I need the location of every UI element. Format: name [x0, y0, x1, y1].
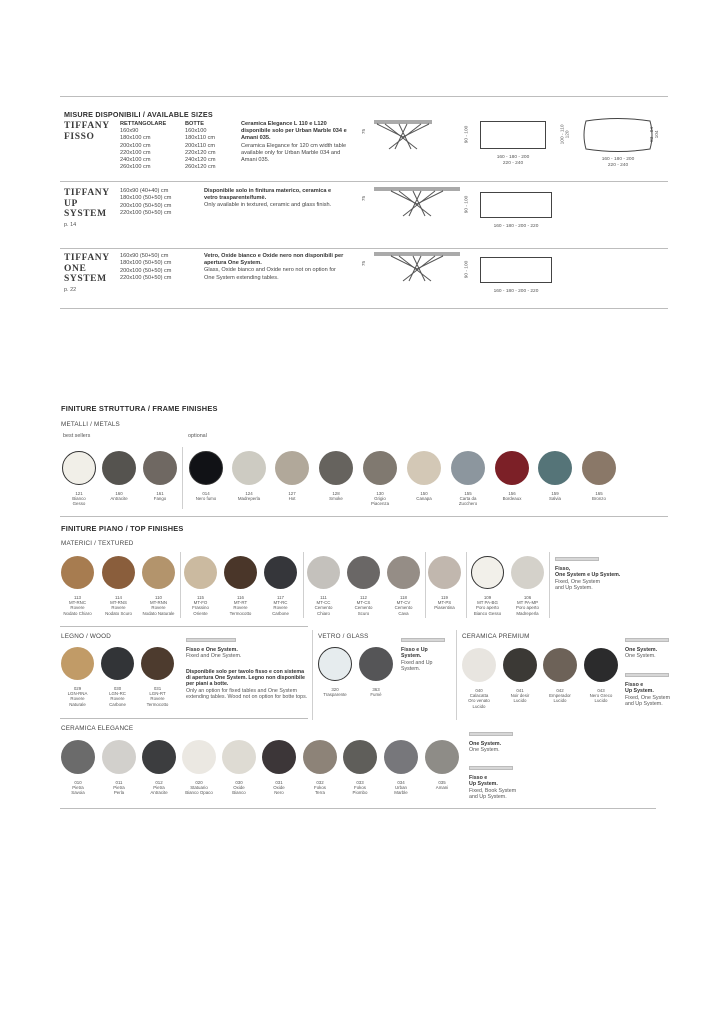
finish-code: 128 [332, 491, 340, 496]
finish-swatch [319, 451, 353, 485]
finish-swatch-label [136, 595, 182, 616]
finish-swatch-label [489, 491, 535, 501]
finish-code: 030 [113, 686, 122, 691]
finish-swatch [343, 740, 377, 774]
premium-legend-2-bold: Fisso e Up System. [625, 682, 654, 695]
finish-code: 159 [551, 491, 559, 496]
finish-name: Statuario Bianco Opaco [185, 785, 213, 796]
model-name-line: FISSO [64, 131, 95, 142]
finish-code: 320 [331, 687, 339, 692]
finish-code: 030 [235, 780, 243, 785]
finish-name: Calacatta Oro venato Lucido [468, 693, 490, 709]
page-reference: p. 22 [64, 286, 77, 293]
finish-name: Fokos Piombo [352, 785, 368, 796]
finish-name: MT-RT Rovere Termocotto [229, 600, 252, 616]
finish-code: 041 [516, 688, 524, 693]
elegance-legend-bar-2 [469, 766, 513, 770]
finish-swatch-label [96, 491, 142, 501]
finish-swatch-label [55, 595, 101, 616]
finish-name: MT-RNC Rovere Nodato Chiaro [63, 600, 92, 616]
finish-code: 110 [155, 595, 162, 600]
finish-name: MT PA-MP Poro aperto Madreperla [516, 600, 539, 616]
size-item: 260x120 cm [185, 164, 216, 171]
finish-swatch [143, 451, 177, 485]
finish-swatch [61, 556, 94, 589]
model-name-line: TIFFANY [64, 253, 110, 263]
premium-legend-2 [625, 682, 685, 707]
finish-swatch [275, 451, 309, 485]
finish-swatch-label [313, 491, 359, 501]
wood-rule-top [60, 626, 308, 627]
finish-swatch [102, 740, 136, 774]
rect-length-label: 160 - 180 - 200 220 - 240 [496, 155, 530, 166]
rect-depth-label: 90 - 100 [464, 195, 470, 214]
wood-note [186, 669, 308, 700]
glass-legend-text: Fixed and Up System. [401, 659, 433, 672]
finish-swatch-label [269, 491, 315, 501]
finish-name: Bronzo [592, 496, 606, 502]
finish-swatch [142, 556, 175, 589]
finish-swatch-label [537, 688, 583, 704]
finish-name: Salvia [549, 496, 561, 502]
premium-legend-bar-2 [625, 673, 669, 677]
size-item: 200x110 cm [185, 142, 216, 149]
size-note-bold: Disponibile solo in finitura materico, ceramica e vetro trasparente/fumè. [204, 188, 332, 202]
finish-name: MT-CS Cemento Scuro [354, 600, 373, 616]
size-item: 220x100 cm [120, 149, 151, 156]
bottom-rule [60, 808, 656, 809]
finish-code: 035 [438, 780, 446, 785]
finish-name: MT-FO Frassino Oriente [192, 600, 209, 616]
model-name-line: ONE [64, 263, 87, 274]
finish-swatch [303, 740, 337, 774]
finish-code: 156 [508, 491, 516, 496]
size-note-bold: Vetro, Oxide bianco e Oxide nero non disponibili per apertura One System. [204, 253, 344, 267]
top-rule [60, 96, 668, 97]
wood-rule-bottom [60, 718, 308, 719]
finish-swatch-label [456, 688, 502, 709]
finish-name: Nero fumo [195, 496, 217, 502]
finish-swatch [582, 451, 616, 485]
size-note [204, 253, 344, 282]
finish-name: Pietra Antracite [150, 785, 168, 796]
finish-swatch-label [419, 780, 465, 790]
finish-name: MT-RC Rovere Carbone [272, 600, 289, 616]
table-elevation-drawing [372, 186, 462, 226]
finish-name: Fumè [370, 692, 382, 698]
finish-swatch [318, 647, 352, 681]
finish-code: 042 [556, 688, 564, 693]
premium-subtitle: CERAMICA PREMIUM [462, 633, 530, 640]
finish-code: 115 [197, 595, 204, 600]
finish-name: Carta da Zucchero [458, 496, 478, 507]
size-item: 180x100 (50+50) cm [120, 260, 172, 267]
rect-depth-label: 90 - 100 [464, 260, 470, 279]
size-item: 160x90 (40+40) cm [120, 188, 169, 194]
finish-swatch [363, 451, 397, 485]
wood-legend-bold: Fisso e One System. [186, 647, 238, 653]
finish-name: Fokos Terra [314, 785, 326, 796]
model-name-line: SYSTEM [64, 274, 107, 284]
finish-name: Nero Greco Lucido [589, 693, 613, 704]
best-sellers-label: best sellers [63, 433, 91, 439]
finish-name: Canapa [416, 496, 432, 502]
finish-swatch-label [337, 780, 383, 796]
finish-name: Trasparente [323, 692, 347, 698]
elegance-legend-1-text: One System. [469, 747, 500, 754]
finish-swatch [189, 451, 223, 485]
size-note [204, 188, 344, 210]
size-list [120, 253, 171, 282]
glass-legend-bold: Fisso e Up System. [401, 647, 428, 660]
finish-swatch [538, 451, 572, 485]
elegance-legend-2-bold: Fisso e Up System. [469, 775, 498, 788]
finish-swatch [264, 556, 297, 589]
elegance-legend-1-bold: One System. [469, 741, 502, 747]
finish-swatch [347, 556, 380, 589]
optional-label: optional [188, 433, 207, 439]
size-list [120, 188, 171, 217]
frame-rule [60, 516, 668, 517]
top-heading: FINITURE PIANO / TOP FINISHES [61, 524, 184, 533]
size-item: 240x100 cm [120, 157, 151, 164]
wood-note-text: Only an option for fixed tables and One System extending tables. Wood not on option for botte tops. [186, 687, 308, 700]
finish-name: Pietra Savoia [71, 785, 85, 796]
finish-code: 112 [360, 595, 367, 600]
finish-swatch-label [505, 595, 551, 616]
finish-code: 043 [597, 688, 605, 693]
col-head-botte: BOTTE [185, 121, 204, 127]
finish-name: MT-RNN Rovere Nodato Naturale [142, 600, 175, 616]
finish-code: 032 [316, 780, 324, 785]
finish-code: 114 [115, 595, 122, 600]
finish-swatch [407, 451, 441, 485]
finish-code: 020 [195, 780, 203, 785]
finish-swatch [307, 556, 340, 589]
size-item: 180x110 cm [185, 135, 216, 142]
botte-depth-left-label: 100 - 110 120 [560, 124, 571, 145]
rect-top-plan [480, 121, 546, 149]
size-item: 200x100 (50+50) cm [120, 202, 172, 209]
size-note [241, 121, 357, 164]
finish-name: Pietra Perla [113, 785, 125, 796]
size-item: 160x90 [120, 128, 139, 134]
size-item: 160x100 [185, 128, 207, 134]
finish-swatch [511, 556, 544, 589]
wood-note-bold: Disponibile solo per tavolo fisso e con sistema di apertura One System. Legno non disponibile per piani a botte. [186, 669, 305, 688]
finish-swatch [141, 647, 174, 680]
height-label: 75 [362, 195, 368, 202]
finish-swatch [262, 740, 296, 774]
rect-top-plan [480, 192, 552, 218]
rect-length-label: 160 - 180 - 200 - 220 [493, 289, 539, 294]
wood-legend [186, 647, 304, 660]
premium-legend-1-text: One System. [625, 653, 656, 660]
botte-depth-right-label: 83 - 94 104 [650, 126, 661, 142]
finish-swatch [224, 556, 257, 589]
finish-swatch-label [576, 491, 622, 501]
size-item: 220x120 cm [185, 149, 216, 156]
finish-code: 012 [155, 780, 163, 785]
size-list [120, 128, 150, 172]
finish-code: 111 [320, 595, 327, 600]
finish-name: Noir desir Lucido [510, 693, 530, 704]
finish-name: Oxide Bianco [232, 785, 246, 796]
finish-code: 113 [74, 595, 81, 600]
finish-swatch [425, 740, 459, 774]
finish-name: Amani [435, 785, 449, 791]
finish-swatch-label [401, 491, 447, 501]
rect-top-plan [480, 257, 552, 283]
sizes-heading: MISURE DISPONIBILI / AVAILABLE SIZES [64, 110, 213, 119]
finish-code: 124 [245, 491, 253, 496]
finish-swatch-label [55, 780, 101, 796]
size-item: 180x100 cm [120, 135, 151, 142]
size-row-rule [60, 308, 668, 309]
rect-depth-label: 90 - 100 [464, 125, 470, 144]
size-note-bold: Ceramica Elegance L 110 e L120 disponibile solo per Urban Marble 034 e Amani 035. [241, 121, 347, 142]
elegance-legend-2-text: Fixed, Book System and Up System. [469, 787, 517, 800]
finish-swatch-label [445, 491, 491, 507]
finish-code: 034 [397, 780, 405, 785]
glass-legend [401, 647, 457, 672]
page-reference: p. 14 [64, 221, 77, 228]
finish-swatch-label [256, 780, 302, 796]
finish-swatch [471, 556, 504, 589]
finish-name: Hot [288, 496, 296, 502]
finish-swatch [62, 451, 96, 485]
finish-name: Madreperla [237, 496, 261, 502]
finish-name: Antracite [110, 496, 128, 502]
finish-swatch [142, 740, 176, 774]
size-item: 220x100 (50+50) cm [120, 209, 172, 216]
finish-swatch [102, 451, 136, 485]
finish-name: Bordeaux [502, 496, 522, 502]
finish-code: 040 [475, 688, 483, 693]
textured-subtitle: MATERICI / TEXTURED [61, 540, 134, 547]
textured-legend [555, 566, 645, 591]
finish-swatch-label [226, 491, 272, 501]
finish-swatch [61, 740, 95, 774]
finish-code: 117 [277, 595, 284, 600]
finish-name: MT-PS Piasentina [434, 600, 455, 611]
elegance-subtitle: CERAMICA ELEGANCE [61, 725, 134, 732]
finish-code: 118 [400, 595, 407, 600]
botte-length-label: 160 - 180 - 200 220 - 240 [601, 157, 635, 168]
finish-code: 130 [376, 491, 384, 496]
finish-code: 031 [275, 780, 283, 785]
finish-swatch [184, 556, 217, 589]
finish-code: 031 [153, 686, 162, 691]
finish-swatch-label [137, 491, 183, 501]
size-item: 200x100 cm [120, 142, 151, 149]
glass-subtitle: VETRO / GLASS [318, 633, 369, 640]
finish-name: Oxide Nero [273, 785, 285, 796]
finish-code: 010 [74, 780, 82, 785]
finish-swatch-label [578, 688, 624, 704]
finish-code: 109 [483, 595, 492, 600]
finish-code: 160 [115, 491, 123, 496]
size-item: 220x100 (50+50) cm [120, 274, 172, 281]
table-elevation-drawing [372, 251, 462, 291]
finish-code: 106 [523, 595, 532, 600]
elegance-legend-2 [469, 775, 539, 800]
size-note-text: Ceramica Elegance for 120 cm width table available only for Urban Marble 034 and Amani 035. [241, 142, 347, 164]
finish-swatch-label [135, 686, 181, 707]
finish-swatch [232, 451, 266, 485]
finish-code: 165 [595, 491, 603, 496]
finish-code: 150 [420, 491, 428, 496]
size-row-rule [60, 181, 668, 182]
finish-name: Fango [153, 496, 167, 502]
model-name-line: UP [64, 198, 78, 209]
textured-legend-text: Fixed, One System and Up System. [555, 578, 601, 591]
size-item: 240x120 cm [185, 157, 216, 164]
finish-swatch [451, 451, 485, 485]
finish-code: 029 [73, 686, 82, 691]
finish-name: Smoke [329, 496, 343, 502]
premium-legend-2-text: Fixed, One System and Up System. [625, 694, 671, 707]
model-name-line: TIFFANY [64, 188, 110, 198]
finish-swatch [428, 556, 461, 589]
glass-divider-left [312, 630, 313, 720]
size-row-rule [60, 248, 668, 249]
metals-subtitle: METALLI / METALS [61, 421, 120, 428]
size-item: 180x100 (50+50) cm [120, 195, 172, 202]
finish-swatch [222, 740, 256, 774]
botte-top-plan [580, 117, 656, 153]
finish-swatch-label [378, 780, 424, 796]
finish-code: 033 [356, 780, 364, 785]
finish-swatch [462, 648, 496, 682]
finish-swatch [61, 647, 94, 680]
wood-legend-bar [186, 638, 236, 642]
finish-swatch [102, 556, 135, 589]
textured-legend-bar [555, 557, 599, 561]
finish-name: Urban Marble [394, 785, 408, 796]
finish-name: LGN-RNA Rovere Naturale [67, 691, 88, 707]
finish-swatch-label [381, 595, 427, 616]
finish-code: 119 [441, 595, 448, 600]
wood-legend-text: Fixed and One System. [186, 653, 242, 660]
finish-name: LGN-RC Rovere Carbone [109, 691, 126, 707]
finish-swatch [543, 648, 577, 682]
finish-swatch-label [357, 491, 403, 507]
finish-name: MT-RNS Rovere Nodato Scuro [105, 600, 132, 616]
finish-swatch [495, 451, 529, 485]
height-label: 75 [362, 260, 368, 267]
model-name-line: TIFFANY [64, 121, 110, 131]
textured-legend-bold: Fisso, One System e Up System. [555, 566, 621, 579]
finish-code: 011 [115, 780, 123, 785]
height-label: 75 [362, 128, 368, 135]
finish-swatch-label [258, 595, 304, 616]
wood-subtitle: LEGNO / WOOD [61, 633, 111, 640]
finish-swatch-label [183, 491, 229, 501]
finish-swatch [359, 647, 393, 681]
finish-swatch-label [532, 491, 578, 501]
size-list-botte [185, 128, 215, 172]
size-note-text: Only available in textured, ceramic and glass finish. [204, 202, 332, 209]
finish-name: Emperador Lucido [549, 693, 571, 704]
size-item: 200x100 (50+50) cm [120, 267, 172, 274]
finish-name: MT PA-BG Poro aperto Bianco Gesso [473, 600, 502, 616]
finish-swatch [384, 740, 418, 774]
frame-heading: FINITURE STRUTTURA / FRAME FINISHES [61, 404, 218, 413]
finish-swatch-label [353, 687, 399, 697]
finish-name: Grigio Piacenza [370, 496, 390, 507]
finish-swatch [584, 648, 618, 682]
size-note-text: Glass, Oxide bianco and Oxide nero not on option for One System extending tables. [204, 267, 336, 281]
finish-code: 363 [372, 687, 380, 692]
finish-swatch-label [312, 687, 358, 697]
size-item: 260x100 cm [120, 164, 151, 171]
rect-length-label: 160 - 180 - 200 - 220 [493, 224, 539, 229]
elegance-legend-1 [469, 741, 529, 754]
finish-code: 121 [75, 491, 83, 496]
finish-swatch [101, 647, 134, 680]
finish-code: 014 [202, 491, 210, 496]
finish-swatch [387, 556, 420, 589]
model-name-line: SYSTEM [64, 209, 107, 219]
model-name [64, 253, 110, 295]
premium-legend-1 [625, 647, 685, 660]
model-name [64, 188, 110, 230]
glass-legend-bar [401, 638, 445, 642]
finish-code: 155 [464, 491, 472, 496]
finish-name: Bianco Gesso [72, 496, 86, 507]
premium-legend-bar-1 [625, 638, 669, 642]
col-head-rectangular: RETTANGOLARE [120, 121, 167, 127]
finish-code: 116 [237, 595, 244, 600]
elegance-legend-bar-1 [469, 732, 513, 736]
table-elevation-drawing [372, 119, 434, 159]
finish-name: MT-CC Cemento Chiaro [314, 600, 333, 616]
finish-swatch-label [422, 595, 468, 611]
finish-name: LGN-RT Rovere Termocotto [146, 691, 169, 707]
premium-legend-1-bold: One System. [625, 647, 658, 653]
finish-swatch [182, 740, 216, 774]
finish-code: 127 [288, 491, 296, 496]
finish-name: MT-CV Cemento Cava [394, 600, 413, 616]
finish-swatch [503, 648, 537, 682]
size-item: 160x90 (50+50) cm [120, 253, 169, 259]
model-name [64, 121, 110, 142]
finish-code: 161 [156, 491, 164, 496]
